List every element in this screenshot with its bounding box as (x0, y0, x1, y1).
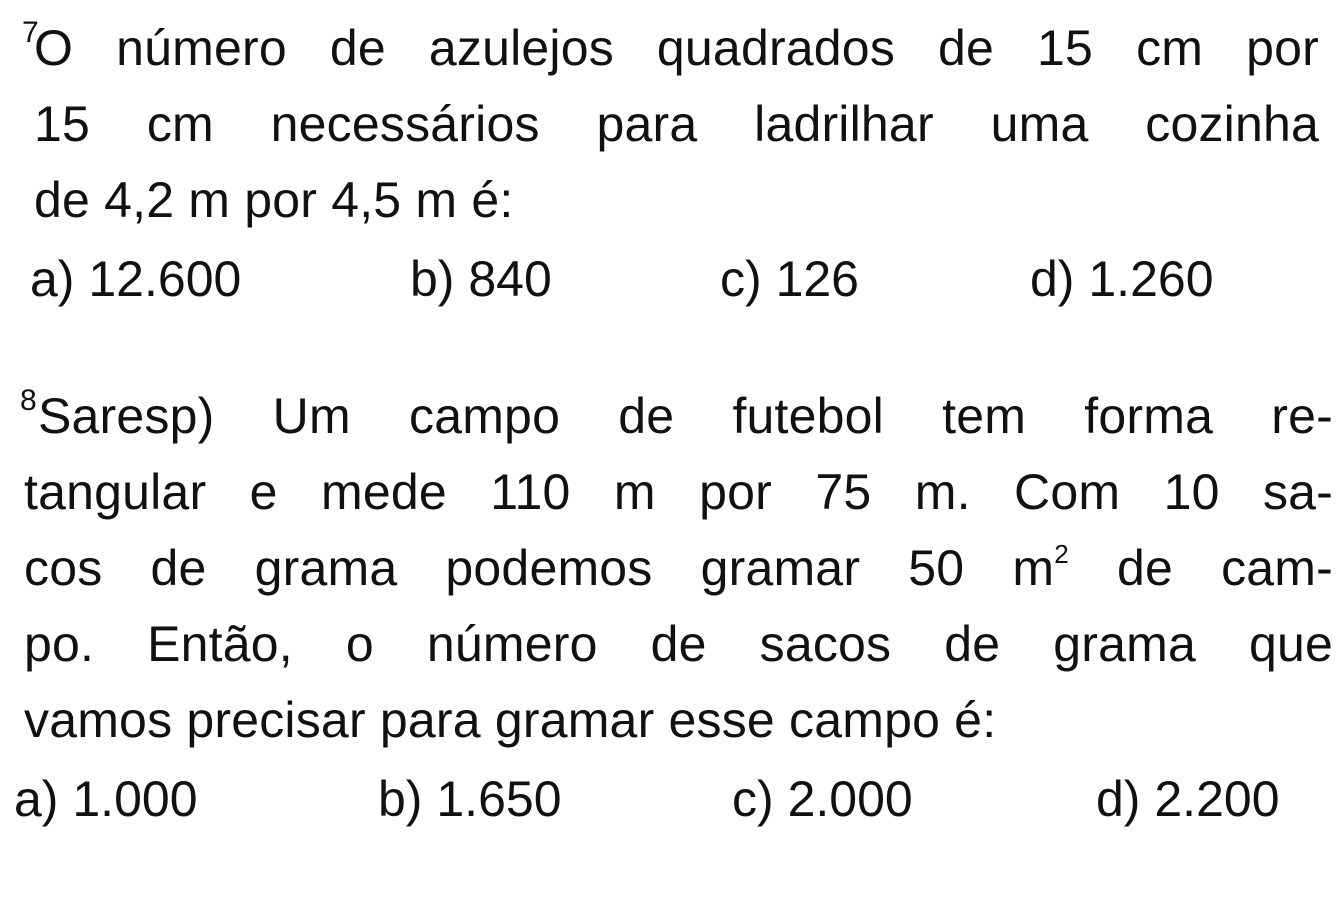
option-value: 1.260 (1088, 251, 1214, 307)
question-text-line: 15 cm necessários para ladrilhar uma cozinha (34, 96, 1319, 152)
answer-options (14, 770, 1324, 850)
question-text-line: de 4,2 m por 4,5 m é: (34, 172, 514, 228)
answer-options (24, 250, 1324, 330)
option-value: 12.600 (88, 251, 242, 307)
option-label: c) (720, 251, 762, 307)
line-text: cos de grama podemos gramar 50 m (24, 540, 1055, 596)
option-label: b) (378, 771, 423, 827)
option-c[interactable] (720, 250, 859, 308)
option-value: 840 (468, 251, 552, 307)
option-d[interactable] (1096, 770, 1280, 828)
option-value: 126 (775, 251, 859, 307)
option-label: d) (1030, 251, 1075, 307)
option-label: a) (14, 771, 59, 827)
question-7 (24, 10, 1324, 330)
line-text: de cam- (1068, 540, 1333, 596)
option-a[interactable] (14, 770, 198, 828)
question-8 (14, 378, 1333, 850)
option-c[interactable] (732, 770, 913, 828)
option-a[interactable] (30, 250, 241, 308)
question-number: 8 (20, 384, 37, 417)
exponent: 2 (1054, 539, 1069, 569)
question-text-line (24, 530, 1333, 606)
option-d[interactable] (1030, 250, 1214, 308)
option-b[interactable] (410, 250, 552, 308)
option-value: 1.650 (436, 771, 562, 827)
question-text-line: Saresp) Um campo de futebol tem forma re- (38, 388, 1333, 444)
option-label: a) (30, 251, 75, 307)
question-text-line: po. Então, o número de sacos de grama que (24, 616, 1333, 672)
option-label: b) (410, 251, 455, 307)
option-value: 1.000 (72, 771, 198, 827)
question-number: 7 (22, 16, 39, 49)
question-text-line: O número de azulejos quadrados de 15 cm por (34, 20, 1319, 76)
option-label: c) (732, 771, 774, 827)
question-text-line: vamos precisar para gramar esse campo é: (24, 692, 997, 748)
option-value: 2.200 (1154, 771, 1280, 827)
question-text-line: tangular e mede 110 m por 75 m. Com 10 sa- (24, 464, 1333, 520)
option-label: d) (1096, 771, 1141, 827)
option-b[interactable] (378, 770, 562, 828)
option-value: 2.000 (787, 771, 913, 827)
